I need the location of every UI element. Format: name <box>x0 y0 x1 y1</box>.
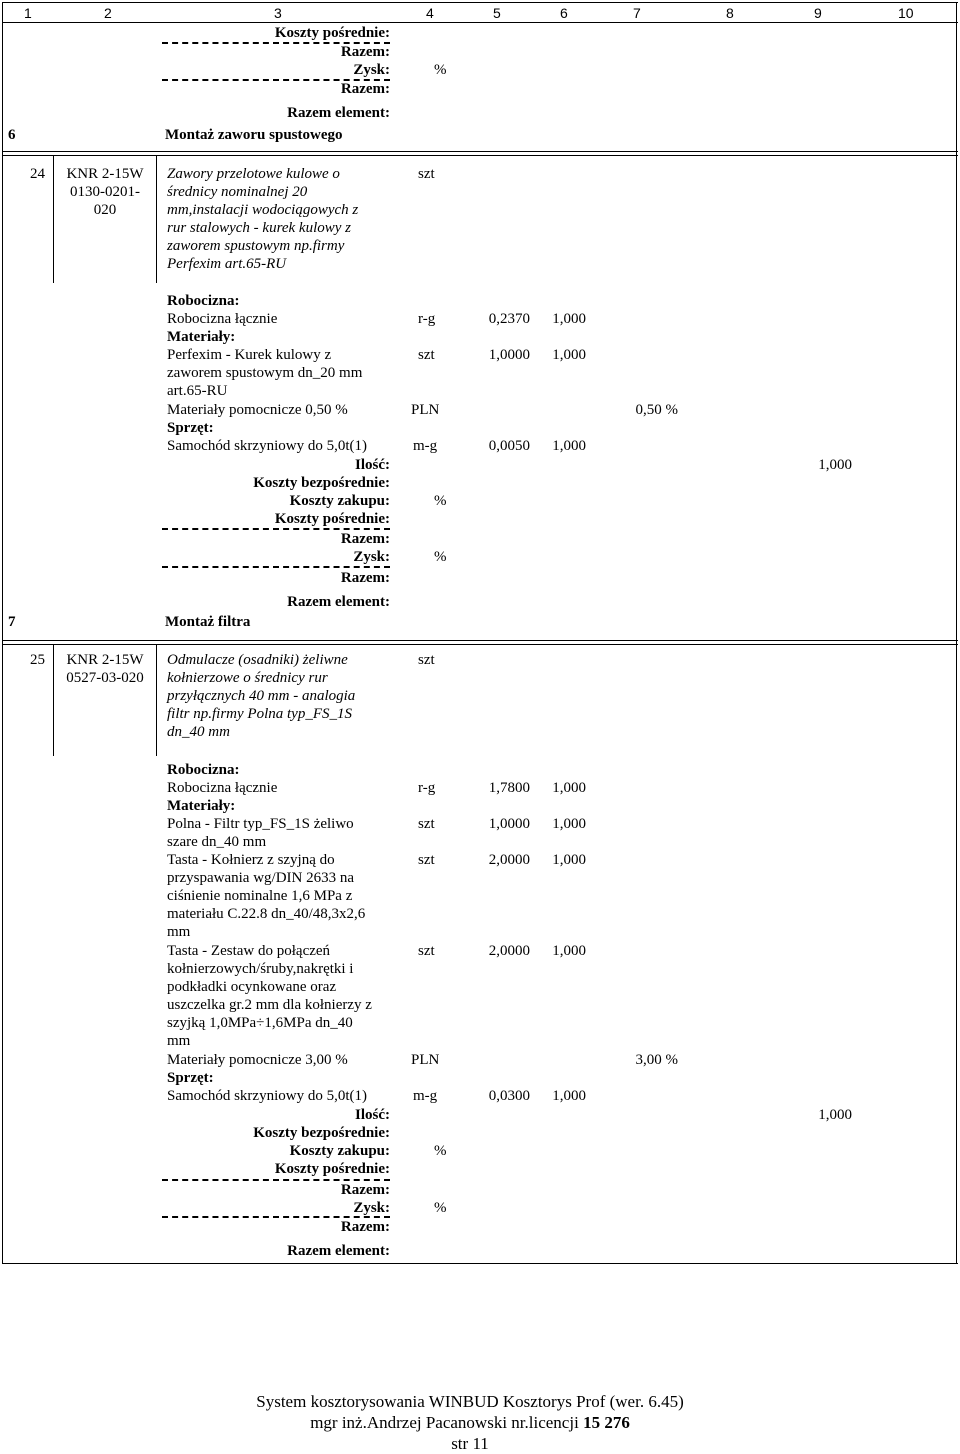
ilosc-value: 1,000 <box>818 457 852 473</box>
row-separator <box>2 151 958 152</box>
koszty-posrednie: Koszty pośrednie: <box>274 1161 390 1177</box>
razem-2: Razem: <box>340 570 390 586</box>
material-norm: 2,0000 <box>488 943 530 959</box>
robocizna-norm: 0,2370 <box>488 311 530 327</box>
material-unit: szt <box>418 347 435 363</box>
materialy-pomocnicze-unit: PLN <box>411 402 440 418</box>
robocizna-label: Robocizna łącznie <box>167 311 278 327</box>
row-separator <box>2 644 958 645</box>
koszty-zakupu-unit: % <box>434 493 447 509</box>
zysk: Zysk: <box>353 1200 390 1216</box>
position-code: KNR 2-15W 0130-0201- 020 <box>66 166 144 218</box>
footer-system-name: System kosztorysowania WINBUD Kosztorys Prof (wer. 6.45) <box>256 1392 684 1411</box>
materialy-pomocnicze-pct: 3,00 % <box>635 1052 678 1068</box>
header-col-10: 10 <box>898 5 914 21</box>
table-left-border <box>2 2 3 1264</box>
robocizna-multiplier: 1,000 <box>552 311 586 327</box>
footer-license-number: 15 276 <box>583 1413 630 1432</box>
material-item: Perfexim - Kurek kulowy z zaworem spustowym dn_20 mm art.65-RU <box>167 347 363 399</box>
section-title: Montaż zaworu spustowego <box>165 127 343 143</box>
header-col-8: 8 <box>726 5 734 21</box>
summary-zysk: Zysk: <box>353 62 390 78</box>
materialy-heading: Materiały: <box>167 798 236 814</box>
robocizna-unit: r-g <box>418 780 436 796</box>
materialy-pomocnicze-unit: PLN <box>411 1052 440 1068</box>
koszty-bezposrednie: Koszty bezpośrednie: <box>253 1125 390 1141</box>
column-divider <box>53 644 54 756</box>
razem: Razem: <box>340 1182 390 1198</box>
material-item: Polna - Filtr typ_FS_1S żeliwo szare dn_40 mm <box>167 816 354 850</box>
material-item: Tasta - Zestaw do połączeń kołnierzowych/śruby,nakrętki i podkładki ocynkowane oraz uszczelka gr.2 mm dla kołnierzy z szyjką 1,0MPa÷1,6MPa dn_40 mm <box>167 943 372 1049</box>
robocizna-heading: Robocizna: <box>167 762 240 778</box>
sprzet-norm: 0,0050 <box>488 438 530 454</box>
razem-element: Razem element: <box>287 1243 390 1259</box>
position-number: 25 <box>30 652 45 668</box>
header-col-7: 7 <box>633 5 641 21</box>
robocizna-unit: r-g <box>418 311 436 327</box>
material-norm: 1,0000 <box>488 816 530 832</box>
header-col-4: 4 <box>426 5 434 21</box>
materialy-heading: Materiały: <box>167 329 236 345</box>
material-unit: szt <box>418 852 435 868</box>
section-number: 7 <box>8 614 16 630</box>
sprzet-unit: m-g <box>413 1088 438 1104</box>
section-title: Montaż filtra <box>165 614 251 630</box>
header-col-1: 1 <box>24 5 32 21</box>
header-col-9: 9 <box>814 5 822 21</box>
header-col-5: 5 <box>493 5 501 21</box>
zysk-unit: % <box>434 549 447 565</box>
header-col-2: 2 <box>104 5 112 21</box>
position-code: KNR 2-15W 0527-03-020 <box>66 652 144 686</box>
robocizna-multiplier: 1,000 <box>552 780 586 796</box>
sprzet-item: Samochód skrzyniowy do 5,0t(1) <box>167 1088 367 1104</box>
ilosc-label: Ilość: <box>355 457 390 473</box>
position-description: Odmulacze (osadniki) żeliwne kołnierzowe o średnicy rur przyłącznych 40 mm - analogia filtr np.firmy Polna typ_FS_1S dn_40 mm <box>167 652 356 740</box>
razem: Razem: <box>340 531 390 547</box>
materialy-pomocnicze: Materiały pomocnicze 0,50 % <box>167 402 348 418</box>
robocizna-norm: 1,7800 <box>488 780 530 796</box>
zysk-unit: % <box>434 1200 447 1216</box>
material-multiplier: 1,000 <box>552 816 586 832</box>
summary-razem-2: Razem: <box>340 81 390 97</box>
sprzet-multiplier: 1,000 <box>552 438 586 454</box>
material-norm: 1,0000 <box>488 347 530 363</box>
koszty-bezposrednie: Koszty bezpośrednie: <box>253 475 390 491</box>
koszty-zakupu: Koszty zakupu: <box>289 1143 390 1159</box>
koszty-zakupu: Koszty zakupu: <box>289 493 390 509</box>
footer-author: mgr inż.Andrzej Pacanowski nr.licencji <box>310 1413 584 1432</box>
footer-license <box>160 1413 780 1433</box>
header-bottom-border <box>2 22 958 23</box>
row-separator <box>2 640 958 641</box>
summary-razem: Razem: <box>340 44 390 60</box>
material-multiplier: 1,000 <box>552 852 586 868</box>
header-col-6: 6 <box>560 5 568 21</box>
materialy-pomocnicze-pct: 0,50 % <box>635 402 678 418</box>
position-unit: szt <box>418 652 435 668</box>
koszty-posrednie: Koszty pośrednie: <box>274 511 390 527</box>
column-divider <box>156 155 157 283</box>
material-unit: szt <box>418 943 435 959</box>
row-separator <box>2 155 958 156</box>
material-unit: szt <box>418 816 435 832</box>
ilosc-label: Ilość: <box>355 1107 390 1123</box>
position-number: 24 <box>30 166 45 182</box>
table-right-border <box>956 2 957 1264</box>
material-item: Tasta - Kołnierz z szyjną do przyspawania wg/DIN 2633 na ciśnienie nominalne 1,6 MPa z materiału C.22.8 dn_40/48,3x2,6 mm <box>167 852 366 940</box>
table-top-border <box>2 2 958 3</box>
footer-page-number: str 11 <box>451 1434 489 1453</box>
razem-element: Razem element: <box>287 594 390 610</box>
robocizna-heading: Robocizna: <box>167 293 240 309</box>
material-multiplier: 1,000 <box>552 347 586 363</box>
position-description: Zawory przelotowe kulowe o średnicy nominalnej 20 mm,instalacji wodociągowych z rur stalowych - kurek kulowy z zaworem spustowym np.firmy Perfexim art.65-RU <box>167 166 359 272</box>
dashed-separator <box>162 566 390 568</box>
razem-2: Razem: <box>340 1219 390 1235</box>
sprzet-unit: m-g <box>413 438 438 454</box>
section-number: 6 <box>8 127 16 143</box>
sprzet-norm: 0,0300 <box>488 1088 530 1104</box>
sprzet-heading: Sprzęt: <box>167 1070 214 1086</box>
column-divider <box>156 644 157 756</box>
koszty-zakupu-unit: % <box>434 1143 447 1159</box>
position-unit: szt <box>418 166 435 182</box>
sprzet-multiplier: 1,000 <box>552 1088 586 1104</box>
sprzet-heading: Sprzęt: <box>167 420 214 436</box>
sprzet-item: Samochód skrzyniowy do 5,0t(1) <box>167 438 367 454</box>
column-divider <box>53 155 54 283</box>
zysk: Zysk: <box>353 549 390 565</box>
summary-koszty-posrednie: Koszty pośrednie: <box>274 25 390 41</box>
material-multiplier: 1,000 <box>552 943 586 959</box>
robocizna-label: Robocizna łącznie <box>167 780 278 796</box>
summary-razem-element: Razem element: <box>287 105 390 121</box>
table-bottom-border <box>2 1263 958 1264</box>
materialy-pomocnicze: Materiały pomocnicze 3,00 % <box>167 1052 348 1068</box>
header-col-3: 3 <box>274 5 282 21</box>
summary-zysk-unit: % <box>434 62 447 78</box>
ilosc-value: 1,000 <box>818 1107 852 1123</box>
material-norm: 2,0000 <box>488 852 530 868</box>
